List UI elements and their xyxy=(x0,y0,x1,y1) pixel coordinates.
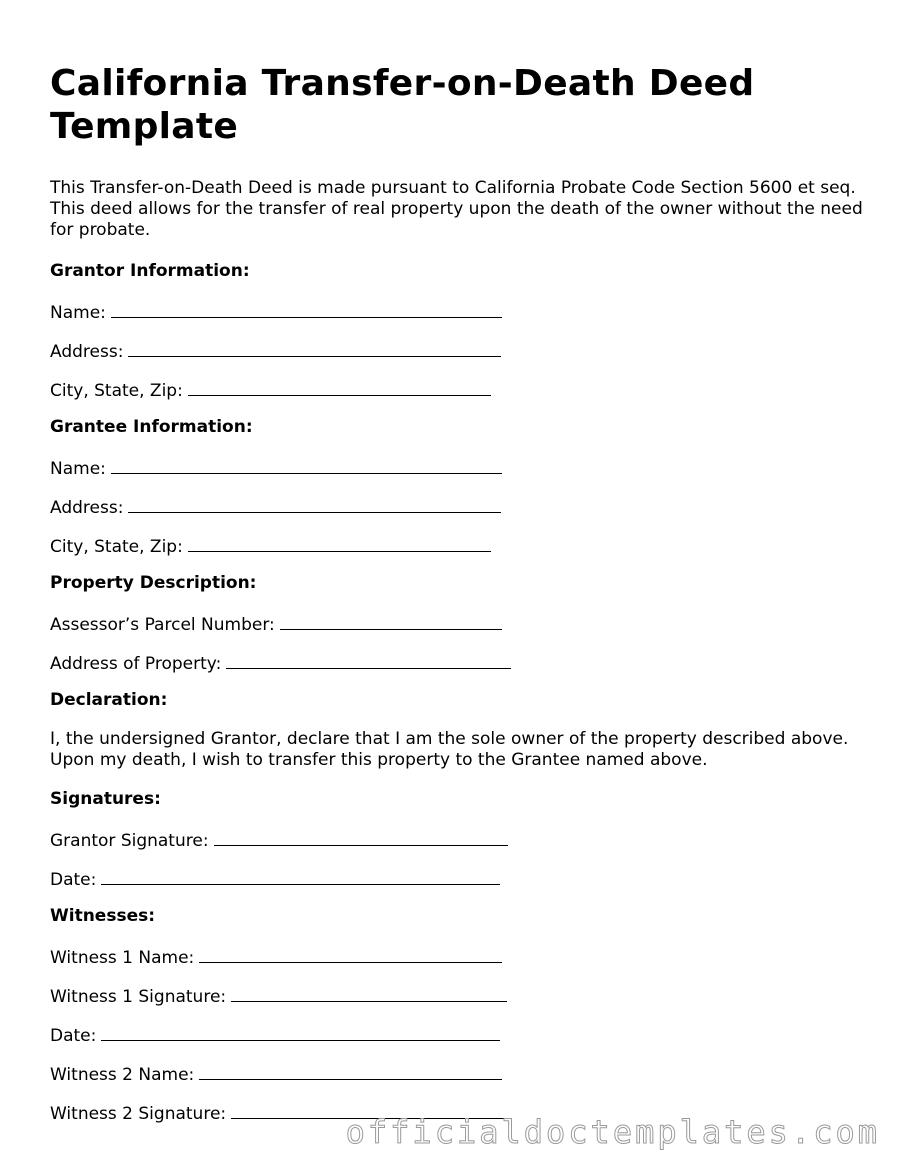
witness1-signature-field xyxy=(50,984,870,1005)
deed-document xyxy=(50,62,870,1122)
witness1-name-line[interactable] xyxy=(199,945,502,963)
parcel-number-field xyxy=(50,612,870,633)
grantee-name-label: Name: xyxy=(50,459,106,479)
parcel-number-line[interactable] xyxy=(280,612,502,630)
grantee-address-field xyxy=(50,495,870,516)
witness1-name-field xyxy=(50,945,870,966)
grantee-city-field xyxy=(50,534,870,555)
witness1-name-label: Witness 1 Name: xyxy=(50,948,195,968)
intro-paragraph: This Transfer-on-Death Deed is made pursuant to California Probate Code Section 5600 et seq. This deed allows for the transfer of real property upon the death of the owner without the need for probate. xyxy=(50,178,863,240)
grantee-heading: Grantee Information: xyxy=(50,417,253,437)
property-address-label: Address of Property: xyxy=(50,654,222,674)
witness2-name-line[interactable] xyxy=(199,1062,502,1080)
signatures-heading: Signatures: xyxy=(50,789,161,809)
grantee-city-label: City, State, Zip: xyxy=(50,537,183,557)
grantor-signature-label: Grantor Signature: xyxy=(50,831,209,851)
witness2-name-field xyxy=(50,1062,870,1083)
witness1-signature-label: Witness 1 Signature: xyxy=(50,987,227,1007)
signature-date-line[interactable] xyxy=(101,867,500,885)
property-address-line[interactable] xyxy=(226,651,511,669)
grantor-address-line[interactable] xyxy=(128,339,501,357)
grantor-city-line[interactable] xyxy=(188,378,491,396)
grantor-city-label: City, State, Zip: xyxy=(50,381,183,401)
declaration-text: I, the undersigned Grantor, declare that I am the sole owner of the property described above. Upon my death, I wish to transfer this property to the Grantee named above. xyxy=(50,729,849,770)
declaration-heading: Declaration: xyxy=(50,690,168,710)
witness-date-line[interactable] xyxy=(101,1023,500,1041)
witness1-signature-line[interactable] xyxy=(231,984,507,1002)
grantor-city-field xyxy=(50,378,870,399)
property-address-field xyxy=(50,651,870,672)
grantor-name-field xyxy=(50,300,870,321)
grantee-address-line[interactable] xyxy=(128,495,501,513)
property-heading: Property Description: xyxy=(50,573,257,593)
grantee-address-label: Address: xyxy=(50,498,124,518)
grantor-signature-field xyxy=(50,828,870,849)
witnesses-heading: Witnesses: xyxy=(50,906,156,926)
witness-date-field xyxy=(50,1023,870,1044)
grantor-address-label: Address: xyxy=(50,342,124,362)
grantee-name-field xyxy=(50,456,870,477)
grantor-name-label: Name: xyxy=(50,303,106,323)
watermark: officialdoctemplates.com xyxy=(345,1113,880,1151)
grantee-city-line[interactable] xyxy=(188,534,491,552)
signature-date-field xyxy=(50,867,870,888)
grantee-name-line[interactable] xyxy=(111,456,502,474)
grantor-address-field xyxy=(50,339,870,360)
document-title: California Transfer-on-Death Deed Template xyxy=(50,63,755,147)
signature-date-label: Date: xyxy=(50,870,97,890)
grantor-name-line[interactable] xyxy=(111,300,502,318)
witness2-name-label: Witness 2 Name: xyxy=(50,1065,195,1085)
witness-date-label: Date: xyxy=(50,1026,97,1046)
grantor-heading: Grantor Information: xyxy=(50,261,250,281)
witness2-signature-label: Witness 2 Signature: xyxy=(50,1104,227,1124)
parcel-number-label: Assessor’s Parcel Number: xyxy=(50,615,275,635)
grantor-signature-line[interactable] xyxy=(214,828,508,846)
